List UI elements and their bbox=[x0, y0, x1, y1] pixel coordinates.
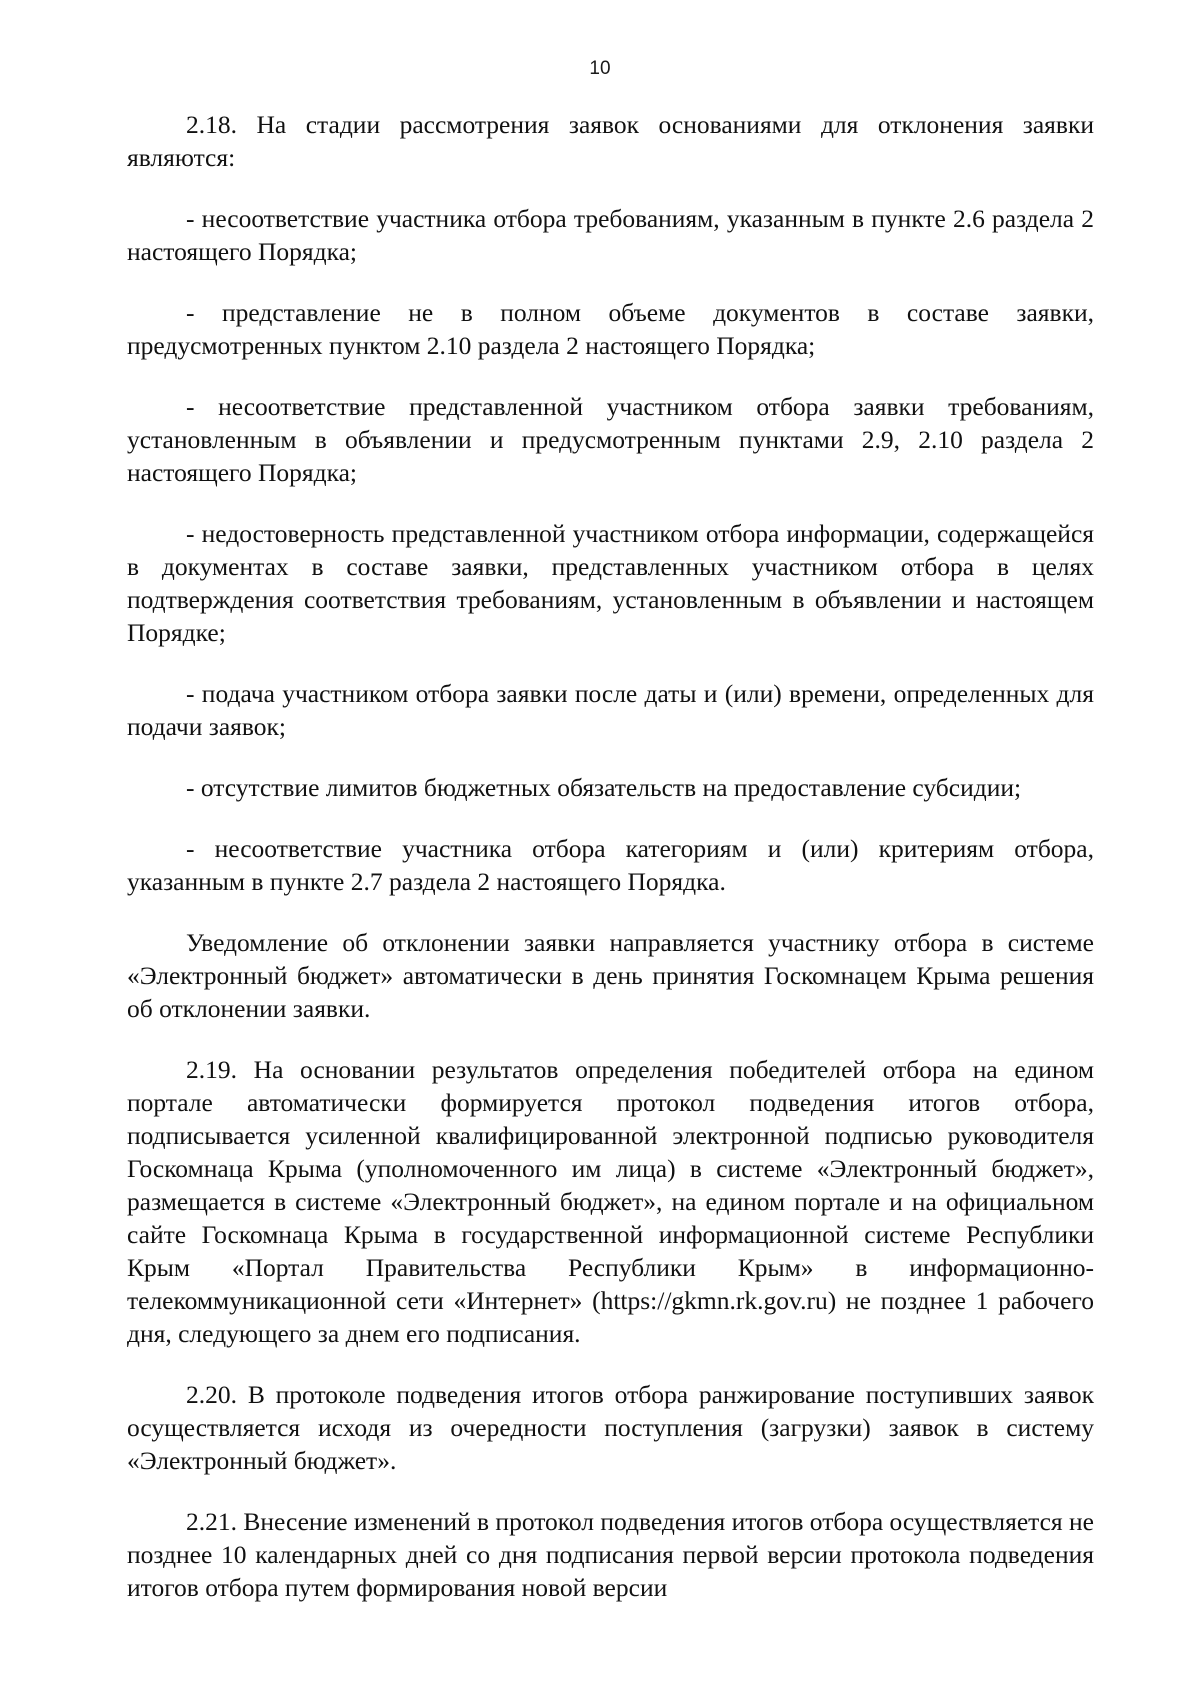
page-number: 10 bbox=[589, 58, 611, 79]
list-item-application-mismatch: - несоответствие представленной участником отбора заявки требованиям, установленным в объявлении и предусмотренным пунктами 2.9, 2.10 раздела 2 настоящего Порядка; bbox=[127, 392, 1094, 487]
list-item-unreliable-information: - недостоверность представленной участником отбора информации, содержащейся в документах в составе заявки, представленных участником отбора в целях подтверждения соответствия требованиям, установленным в объявлении и настоящем Порядке; bbox=[127, 519, 1094, 647]
list-item-late-submission: - подача участником отбора заявки после даты и (или) времени, определенных для подачи заявок; bbox=[127, 679, 1094, 741]
paragraph-2-19: 2.19. На основании результатов определения победителей отбора на едином портале автоматически формируется протокол подведения итогов отбора, подписывается усиленной квалифицированной электронной подписью руководителя Госкомнаца Крыма (уполномоченного им лица) в системе «Электронный бюджет», размещается в системе «Электронный бюджет», на едином портале и на официальном сайте Госкомнаца Крыма в государственной информационной системе Республики Крым «Портал Правительства Республики Крым» в информационно-телекоммуникационной сети «Интернет» (https://gkmn.rk.gov.ru) не позднее 1 рабочего дня, следующего за днем его подписания. bbox=[127, 1055, 1094, 1348]
list-item-incomplete-documents: - представление не в полном объеме документов в составе заявки, предусмотренных пунктом 2.10 раздела 2 настоящего Порядка; bbox=[127, 298, 1094, 360]
document-body bbox=[127, 108, 1094, 1632]
paragraph-rejection-notice: Уведомление об отклонении заявки направляется участнику отбора в системе «Электронный бюджет» автоматически в день принятия Госкомнацем Крыма решения об отклонении заявки. bbox=[127, 928, 1094, 1023]
paragraph-2-20: 2.20. В протоколе подведения итогов отбора ранжирование поступивших заявок осуществляется исходя из очередности поступления (загрузки) заявок в систему «Электронный бюджет». bbox=[127, 1380, 1094, 1475]
list-item-category-mismatch: - несоответствие участника отбора категориям и (или) критериям отбора, указанным в пункте 2.7 раздела 2 настоящего Порядка. bbox=[127, 834, 1094, 896]
list-item-no-budget-limits: - отсутствие лимитов бюджетных обязательств на предоставление субсидии; bbox=[186, 773, 1022, 802]
paragraph-2-21: 2.21. Внесение изменений в протокол подведения итогов отбора осуществляется не позднее 10 календарных дней со дня подписания первой версии протокола подведения итогов отбора путем формирования новой версии bbox=[127, 1507, 1095, 1602]
list-item-requirements-mismatch: - несоответствие участника отбора требованиям, указанным в пункте 2.6 раздела 2 настоящего Порядка; bbox=[127, 204, 1094, 266]
paragraph-2-18-intro: 2.18. На стадии рассмотрения заявок основаниями для отклонения заявки являются: bbox=[127, 110, 1094, 172]
